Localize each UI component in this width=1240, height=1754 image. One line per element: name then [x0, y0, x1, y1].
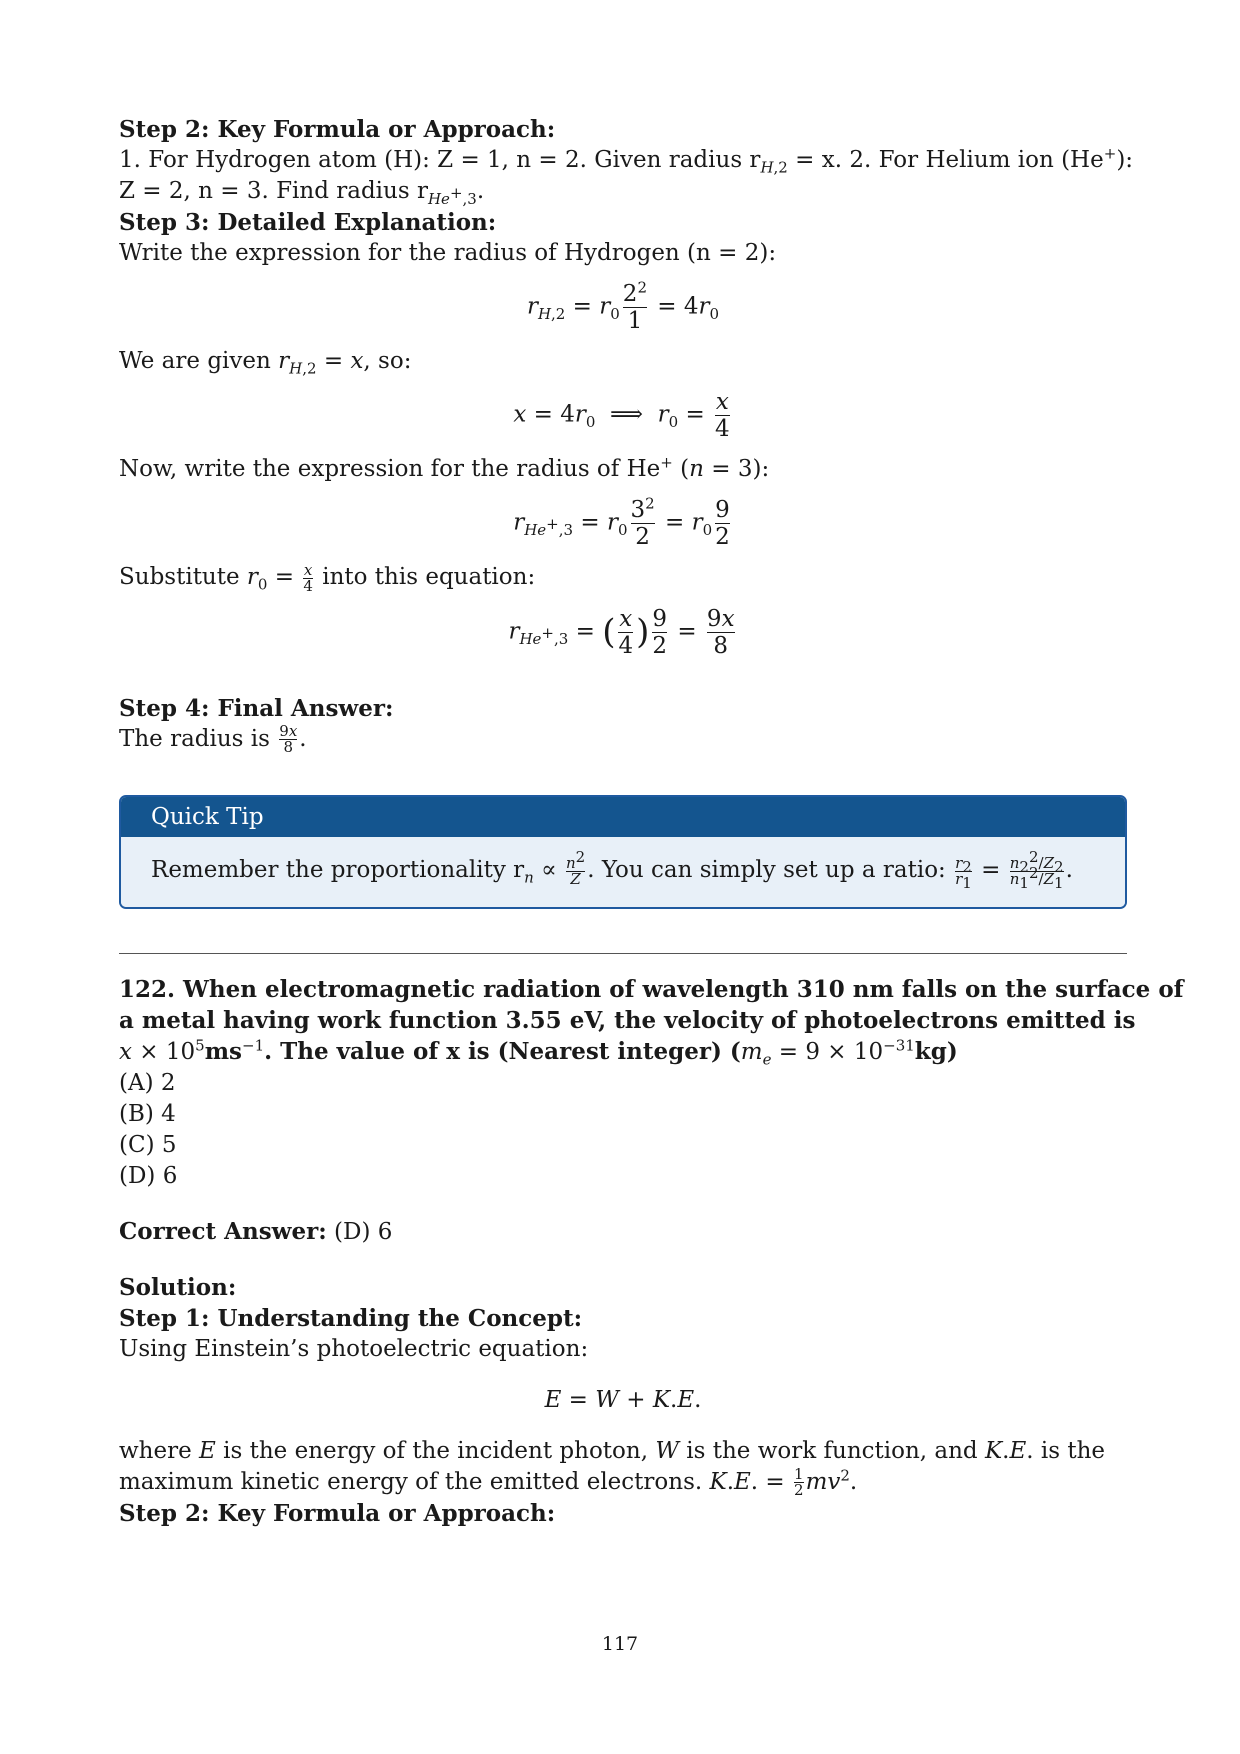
substitute-text: Substitute $r_0$ = $\frac{x}{4}$ into this equation: — [119, 560, 536, 595]
page-number: 117 — [601, 1633, 639, 1655]
where-text: where E is the energy of the incident photon, W is the work function, and K.E. is the — [119, 1437, 1106, 1464]
prev-step2-text: 1. For Hydrogen atom (H): Z = 1, n = 2. Given radius $r_{H,2} = x$. 2. For Helium ion (He+): — [119, 144, 1134, 177]
question-line-3: $x \times 10^5ms^{-1}$. The value of x is (Nearest integer) $(m_e = 9 \times 10^{-31}kg)$ — [119, 1035, 958, 1069]
equation-helium-radius: $r_{He^+,3} = r_0$ $\frac{3^2}{2}$ = $r_0$ $\frac{9}{2}$ — [513, 494, 730, 550]
equation-substituted: $r_{He^+,3}$ = ( $\frac{x}{4}$ ) $\frac{9}{2}$ = $\frac{9x}{8}$ — [508, 605, 735, 659]
quick-tip-body: Remember the proportionality $r_n$ ∝ $\frac{n^2}{Z}$ . You can simply set up a ratio: $\frac{r_2}{r_1}$ = $\frac{n_2^2/Z_2}{n_1^2/Z_1}$ . — [121, 837, 1125, 907]
solution-title: Solution: — [119, 1273, 237, 1301]
option-b: (B) 4 — [119, 1100, 176, 1127]
option-c: (C) 5 — [119, 1131, 177, 1158]
now-text: Now, write the expression for the radius of He+ (n = 3): — [119, 453, 770, 482]
page-content — [119, 114, 1184, 1529]
equation-photoelectric: E = W + K.E. — [544, 1386, 702, 1413]
section-divider — [119, 953, 1127, 954]
solution-step1-title: Step 1: Understanding the Concept: — [119, 1304, 583, 1332]
where-text-2: maximum kinetic energy of the emitted electrons. K.E. = $\frac{1}{2}$ $mv^2$. — [119, 1465, 858, 1499]
prev-step3-title: Step 3: Detailed Explanation: — [119, 209, 497, 236]
prev-step2-title: Step 2: Key Formula or Approach: — [119, 116, 556, 143]
given-text: We are given $r_{H,2} = x$, so: — [119, 348, 412, 378]
prev-step2-text-2: Z = 2, n = 3. Find radius $r_{He^+,3}$. — [119, 178, 485, 208]
quick-tip-title: Quick Tip — [121, 797, 1125, 837]
equation-hydrogen-radius: $r_{H,2} = r_0$ $\frac{2^2}{1}$ = $4r_0$ — [526, 278, 720, 334]
option-d: (D) 6 — [119, 1162, 178, 1189]
prev-step4-title: Step 4: Final Answer: — [119, 694, 394, 722]
solution-step1-text: Using Einstein’s photoelectric equation: — [119, 1335, 589, 1362]
question-line-1: 122. When electromagnetic radiation of wavelength 310 nm falls on the surface of — [119, 975, 1184, 1003]
correct-answer: Correct Answer: (D) 6 — [119, 1217, 393, 1245]
equation-r0: $x = 4r_0$ ⟹ $r_0$ = $\frac{x}{4}$ — [513, 389, 730, 442]
final-answer-text: The radius is $\frac{9x}{8}$ . — [119, 722, 307, 756]
quick-tip-box — [119, 795, 1127, 909]
solution-step2-title: Step 2: Key Formula or Approach: — [119, 1500, 556, 1527]
option-a: (A) 2 — [119, 1069, 176, 1096]
question-line-2: a metal having work function 3.55 eV, the velocity of photoelectrons emitted is — [119, 1006, 1136, 1034]
prev-step3-text: Write the expression for the radius of Hydrogen (n = 2): — [119, 240, 777, 266]
